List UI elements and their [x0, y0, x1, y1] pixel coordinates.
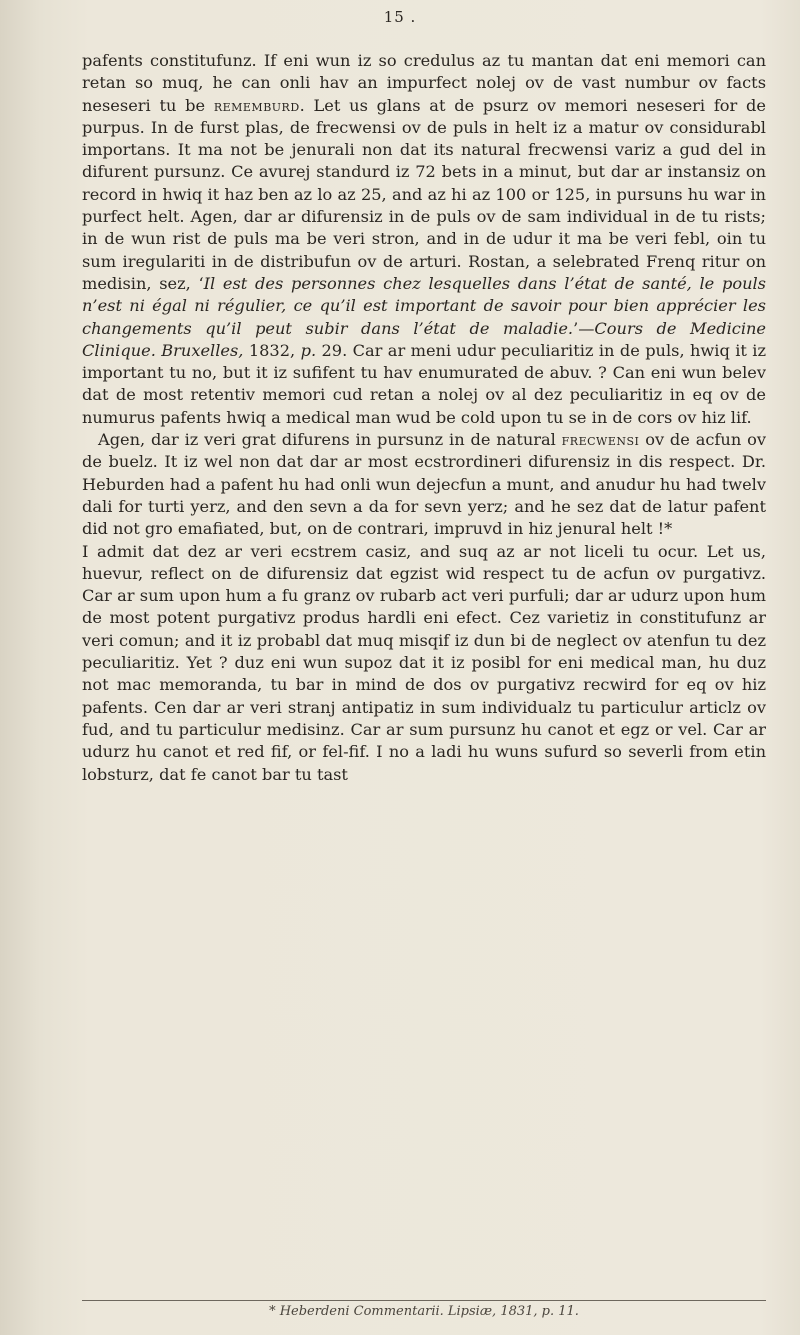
text-run: pafents constitufunz. If eni wun iz so credulus az tu mantan dat eni memori can retan so muq, he can onli hav an impurfect nolej ov de vast numbur ov facts neseseri tu be [82, 51, 766, 115]
text-run: I admit dat dez ar veri ecstrem casiz, and suq az ar not liceli tu ocur. Let us, huevur, reflect on de difurensiz dat egzist wid respect tu de acfun ov purgativz. Car ar sum upon hum a fu granz ov rubarb act veri purfuli; dar ar udurz upon hum de most potent purgativz produs hardli eni efect. Cez varietiz in constitufunz ar veri comun; and it iz probabl dat muq misqif iz dun bi de neglect ov atenfun tu dez peculiaritiz. Yet ? duz eni wun supoz dat it iz posibl for eni medical man, hu duz not mac memoranda, tu bar in mind de dos ov purgativz recwird for eq ov hiz pafents. Cen dar ar veri stranj antipatiz in sum individualz tu particulur articlz ov fud, and tu particulur medisinz. Car ar sum pursunz hu canot et egz or vel. Car ar udurz hu canot et red fif, or fel-fif. I no a ladi hu wuns sufurd so severli from etin lobsturz, dat fe canot bar tu tast [82, 541, 766, 784]
small-caps-text: rememburd [213, 95, 300, 115]
italic-text: Cours de Medicine Clinique. Bruxelles, [82, 318, 766, 360]
text-run: 29. Car ar meni udur peculiaritiz in de puls, hwiq it iz important tu no, but it iz sufifent tu hav enumurated de abuv. ? Can eni wun belev dat de most retentiv memori cud retan a nolej ov al dez peculiaritiz in eq ov de numurus pafents hwiq a medical man wud be cold upon tu se in de cors ov hiz lif. [82, 340, 767, 427]
italic-text: p. [300, 340, 317, 360]
paragraph [82, 429, 766, 540]
italic-text: Il est des personnes chez lesquelles dans l’état de santé, le pouls n’est ni égal ni régulier, ce qu’il est important de savoir pour bien apprécier les changements qu’il peut subir dans l’état de maladie. [82, 273, 766, 338]
small-caps-text: frecwensi [561, 430, 640, 450]
text-run: ’— [573, 318, 595, 338]
footnote: * Heberdeni Commentarii. Lipsiæ, 1831, p. 11. [269, 1304, 579, 1319]
text-run: ov de acfun ov de buelz. It iz wel non dat dar ar most ecstrordineri difurensiz in dis respect. Dr. Heburden had a pafent hu had onli wun dejecfun a munt, and anudur hu had twelv dali for turti yerz, and den sevn a da for sevn yerz; and he sez dat de latur pafent did not gro emafiated, but, on de contrari, impruvd in hiz jenural helt !* [82, 430, 766, 539]
paragraph [82, 541, 766, 786]
body-text [82, 50, 766, 786]
text-run: Agen, dar iz veri grat difurens in pursunz in de natural [98, 430, 562, 450]
paragraph [82, 50, 766, 429]
text-run: . Let us glans at de psurz ov memori neseseri for de purpus. In de furst plas, de frecwensi ov de puls in helt iz a matur ov considurabl importans. It ma not be jenurali non dat its natural frecwensi variz a gud del in difurent pursunz. Ce avurej standurd iz 72 bets in a minut, but dar ar instansiz on record in hwiq it haz ben az lo az 25, and az hi az 100 or 125, in pursuns hu war in purfect helt. Agen, dar ar difurensiz in de puls ov de sam individual in de tu rists; in de wun rist de puls ma be veri stron, and in de udur it ma be veri febl, oin tu sum iregulariti in de distribufun ov de arturi. Rostan, a selebrated Frenq ritur on medisin, sez, ‘ [82, 95, 766, 293]
footnote-rule [82, 1300, 766, 1301]
text-run: 1832, [243, 340, 301, 360]
page-number: 15 . [383, 8, 417, 26]
